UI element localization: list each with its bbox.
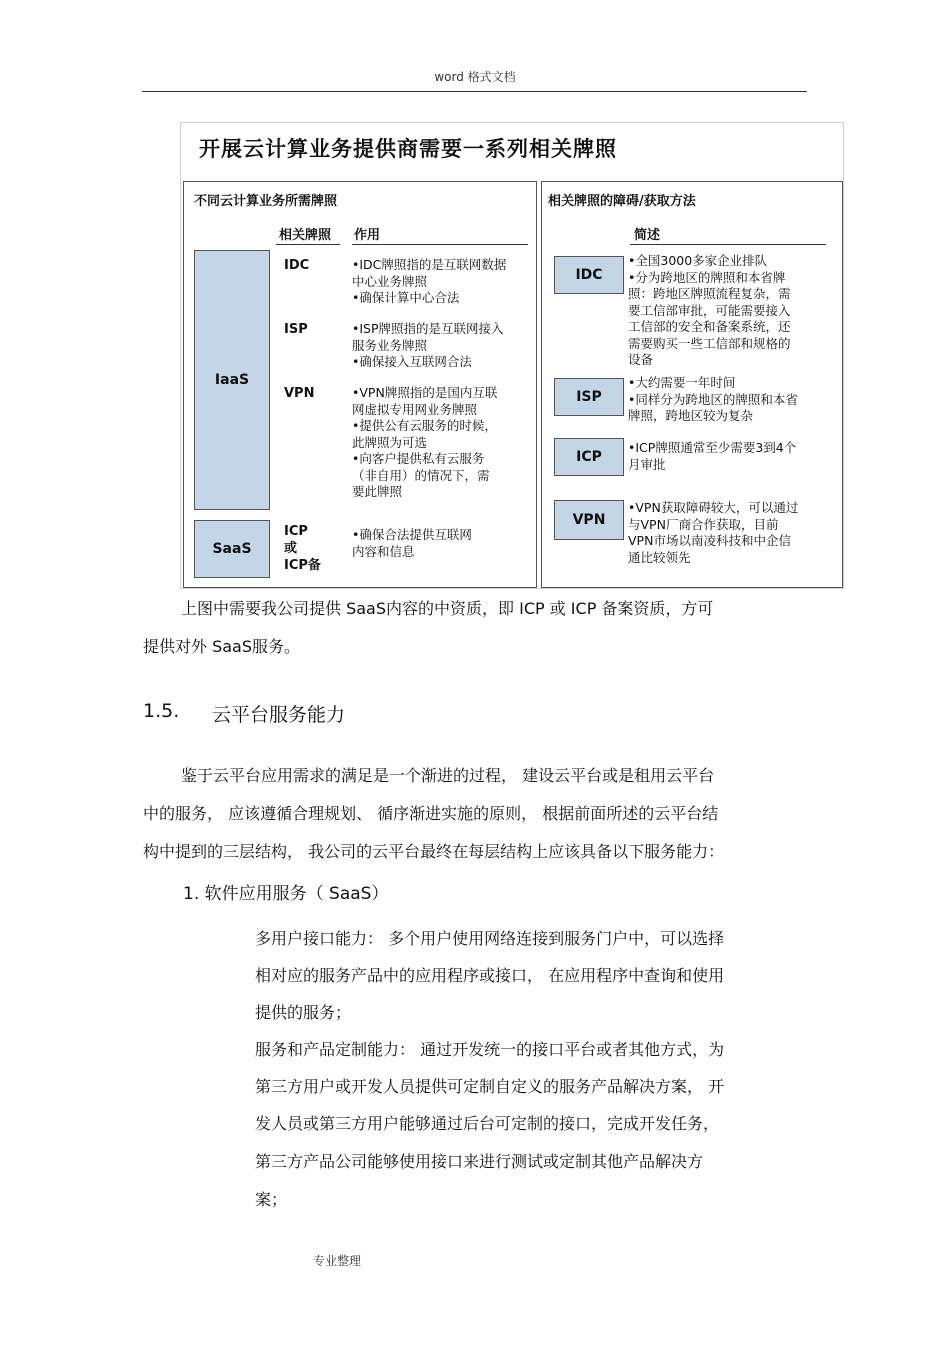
paragraph-line: 第三方产品公司能够使用接口来进行测试或定制其他产品解决方 [255,1152,704,1171]
idc-box: IDC [554,256,624,294]
icp-obstacle-description: •ICP牌照通常至少需要3到4个 月审批 [628,440,797,472]
icp-label: ICP 或 ICP备 [284,524,321,573]
header-underline [630,244,826,245]
iaas-box: IaaS [194,250,270,510]
paragraph-line: 相对应的服务产品中的应用程序或接口， 在应用程序中查询和使用 [255,966,725,985]
paragraph-line: 中的服务， 应该遵循合理规划、 循序渐进实施的原则， 根据前面所述的云平台结 [143,804,719,823]
paragraph-line: 第三方用户或开发人员提供可定制自定义的服务产品解决方案， 开 [255,1077,725,1096]
col-role-header: 作用 [354,228,381,243]
section-title: 云平台服务能力 [212,704,346,726]
section-number: 1.5. [143,700,180,722]
left-panel-title: 不同云计算业务所需牌照 [194,194,338,209]
paragraph-line: 发人员或第三方用户能够通过后台可定制的接口，完成开发任务， [255,1114,720,1133]
paragraph-line: 多用户接口能力： 多个用户使用网络连接到服务门户中，可以选择 [255,929,725,948]
page-footer: 专业整理 [313,1254,362,1268]
license-figure [180,122,844,589]
icp-description: •确保合法提供互联网 内容和信息 [352,527,472,559]
isp-label: ISP [284,322,308,337]
left-panel [183,181,537,588]
col-license-header: 相关牌照 [279,228,332,243]
idc-label: IDC [284,258,310,273]
isp-description: •ISP牌照指的是互联网接入 服务业务牌照 •确保接入互联网合法 [352,321,504,369]
icp-box: ICP [554,438,624,476]
isp-box: ISP [554,378,624,416]
paragraph-line: 提供的服务； [255,1003,352,1022]
idc-obstacle-description: •全国3000多家企业排队 •分为跨地区的牌照和本省牌 照：跨地区牌照流程复杂，需 要工信部审批，可能需要接入 工信部的安全和备案系统，还 需要购买一些工信部和规格的 设备 [628,253,791,367]
isp-obstacle-description: •大约需要一年时间 •同样分为跨地区的牌照和本省 牌照，跨地区较为复杂 [628,375,798,423]
header-underline [352,244,528,245]
header-underline [276,244,340,245]
list-item-heading: 1. 软件应用服务（ SaaS） [183,884,389,904]
vpn-description: •VPN牌照指的是国内互联 网虚拟专用网业务牌照 •提供公有云服务的时候， 此牌照为可选 •向客户提供私有云服务 （非自用）的情况下，需 要此牌照 [352,385,498,499]
saas-box: SaaS [194,520,270,578]
paragraph-line: 服务和产品定制能力： 通过开发统一的接口平台或者其他方式，为 [255,1040,725,1059]
vpn-box: VPN [554,500,624,540]
header-divider [142,91,807,92]
paragraph-line: 构中提到的三层结构， 我公司的云平台最终在每层结构上应该具备以下服务能力： [143,842,725,861]
vpn-label: VPN [284,386,315,401]
page-header: word 格式文档 [434,70,516,84]
vpn-obstacle-description: •VPN获取障碍较大，可以通过 与VPN厂商合作获取，目前 VPN市场以南凌科技和中企信 通比较领先 [628,500,799,565]
caption-line: 上图中需要我公司提供 SaaS内容的中资质，即 ICP 或 ICP 备案资质，方可 [181,599,714,618]
idc-description: •IDC牌照指的是互联网数据 中心业务牌照 •确保计算中心合法 [352,257,507,305]
right-panel [541,181,843,588]
caption-line: 提供对外 SaaS服务。 [143,637,301,656]
figure-title: 开展云计算业务提供商需要一系列相关牌照 [199,137,617,161]
col-desc-header: 简述 [634,228,661,243]
paragraph-line: 鉴于云平台应用需求的满足是一个渐进的过程， 建设云平台或是租用云平台 [181,766,715,785]
right-panel-title: 相关牌照的障碍/获取方法 [548,194,696,209]
paragraph-line: 案； [255,1190,288,1209]
